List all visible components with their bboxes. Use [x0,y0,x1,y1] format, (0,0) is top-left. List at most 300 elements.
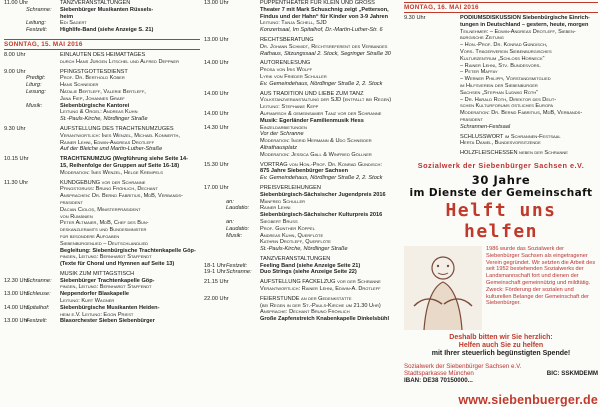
entry-time [4,109,26,116]
entry-label [226,152,260,159]
entry-text: AUTORENLESUNG [260,60,311,67]
entry-label [226,138,260,145]
program-entry [204,81,400,88]
ad-foot-bic: BIC: SSKMDEMM [546,369,598,377]
entry-text: PFINGSTGOTTESDIENST [60,68,128,75]
entry-text: Siebenbürgische Musikanten Heiden- [60,304,160,311]
entry-time: 22.00 Uhr [204,295,229,302]
entry-text: Natalie Bertleff, Valerie Bertleff, [60,88,146,95]
entry-label [226,74,260,81]
program-entry [204,233,400,240]
entry-text: TRACHTENUMZUG (Wegführung siehe Seite 14- [60,156,188,163]
entry-label [426,83,460,90]
entry-label [426,49,460,56]
program-entry [204,111,400,118]
entry-label: Lesung: [26,88,46,95]
program-entry [404,63,598,70]
program-entry [4,186,200,193]
entry-time [204,226,226,233]
entry-text: Kulturzentrum „Schloss Horneck“ [460,55,545,62]
entry-text: RECHTSBERATUNG [260,36,314,43]
entry-text: Edi Sagert [60,20,87,27]
ad-bank-details [404,363,598,385]
entry-label: Schranne: [26,277,52,284]
entry-label: Schranne: [226,269,252,276]
entry-label [226,0,260,7]
entry-text: Manfred Schuller [260,198,306,205]
entry-time: 14.00 Uhr [204,60,229,67]
program-entry [4,241,200,248]
program-entry [404,90,598,97]
entry-text: PODIUMSDISKUSSION Siebenbürgische Einrich- [460,15,590,21]
entry-label [226,67,260,74]
entry-label: Predigt: [26,75,46,82]
entry-text: St.-Pauls-Kirche, Nördlinger Straße [260,246,348,253]
entry-time [404,22,426,29]
entry-text: TANZVERANSTALTUNGEN [60,0,131,6]
entry-time [204,212,226,219]
entry-text: Prof. Günther Köppel [260,225,315,232]
entry-time: 9.30 Uhr [404,15,426,21]
entry-text: Dr. Johann Schmidt, Rechtsreferent des Verbandes [260,43,388,50]
entry-label [26,298,60,305]
entry-text: Siebenbürgische Kantorei [60,102,130,109]
entry-label [226,192,260,199]
entry-time [404,35,426,42]
entry-text: pingen, Leitung: Bernhardt Staffendt [60,254,152,261]
entry-time [4,103,26,110]
program-entry [204,316,400,323]
entry-time [404,117,426,124]
entry-text: Musik: Egerländer Familienmusik Hess [260,117,364,124]
program-entry [4,27,200,34]
entry-text: Moderation: Jessica Gall & Winfried Göllner [260,151,372,158]
program-entry [204,14,400,21]
entry-label [26,116,60,123]
entry-label [426,29,460,36]
program-entry [4,109,200,116]
entry-text: Altrathausplatz [260,144,298,151]
program-entry [4,140,200,147]
program-entry [4,0,200,7]
entry-label: Spitalhof: [26,304,50,311]
entry-label: Festzelt: [26,318,48,325]
entry-time [4,7,26,14]
program-entry [204,131,400,138]
entry-label [226,316,260,323]
entry-label: Schranne: [26,6,52,13]
program-entry [4,298,200,305]
entry-text: Prosa von Iris Wolff [260,67,313,74]
entry-label: Schleuse: [26,291,51,298]
entry-time [4,89,26,96]
program-entry [204,118,400,125]
entry-time: 11.30 Uhr [4,179,29,186]
entry-label: an: [226,218,234,225]
program-entry [4,170,200,177]
program-entry [204,44,400,51]
entry-time [4,27,26,34]
ad-org-name: Sozialwerk der Siebenbürger Sachsen e.V. [417,160,585,170]
entry-text: FEIERSTUNDE an der Gedenkstätte [260,295,352,302]
program-entry [204,125,400,132]
entry-label [426,22,460,29]
entry-time [404,124,426,131]
program-entry [4,318,200,325]
program-entry [204,192,400,199]
entry-time [404,42,426,49]
entry-text: AUFSTELLUNG DES TRACHTENUMZUGES [60,125,174,132]
entry-text: pingen, Leitung: Bernhardt Staffendt [60,284,152,291]
entry-text: Dacian Cioloș, Ministerpräsident [60,206,141,213]
entry-time [4,193,26,200]
ad-appeal-line-2: Helfen auch Sie zu helfen [458,342,544,350]
entry-time [204,152,226,159]
entry-label [26,156,60,163]
program-entry [4,156,200,163]
entry-time [204,74,226,81]
entry-time: 14.00 Uhr [4,304,29,311]
entry-text: Rainer Lehni [260,205,291,212]
ad-foot-bank: Stadtsparkasse München [404,369,474,377]
program-entry [4,305,200,312]
entry-time: 11.00 Uhr [4,0,29,6]
entry-text: St.-Pauls-Kirche, Nördlinger Straße [60,116,148,123]
entry-text: MUSIK ZUM MITTAGSTISCH [60,270,135,277]
entry-label [226,131,260,138]
entry-time [204,131,226,138]
program-entry [204,286,400,293]
entry-text: durch Hans Jürgen Litschel und Alfred Deppner [60,58,179,65]
entry-time [4,214,26,221]
entry-text: Theater 7 mit Mark Schuschnig zeigt „Petterson, [260,6,389,13]
program-entry [4,291,200,298]
entry-label [26,69,60,76]
ad-slogan: Helft uns helfen [445,199,557,242]
entry-text: Siebenbürger Musikanten Rüssels- [60,6,154,13]
entry-time: 13.00 Uhr [204,0,229,6]
entry-text: heim [60,13,74,20]
entry-time [4,234,26,241]
entry-time [204,192,226,199]
entry-time: 14.00 Uhr [204,110,229,117]
program-entry [404,83,598,90]
entry-time [404,103,426,110]
entry-text: Rathaus, Sitzungssaal 2. Stock, Segringer Straße 30 [260,50,391,57]
entry-label [426,134,460,141]
entry-label [226,37,260,44]
entry-label [26,241,60,248]
entry-time: 9.30 Uhr [4,125,26,132]
entry-time [204,7,226,14]
program-entry [204,51,400,58]
entry-label [26,52,60,59]
entry-label [426,56,460,63]
entry-text: für besondere Aufgaben [60,233,120,240]
program-entry [204,303,400,310]
entry-text: Moderation: Dr. Bernd Fabritius, MdB, Verbands- [460,110,583,117]
entry-label [426,69,460,76]
program-entry [404,76,598,83]
entry-text: Leitung: Tanja Schell, SJD [260,20,327,27]
entry-text: Highlife-Band (siehe Anzeige S. 21) [60,27,154,34]
entry-text: Auf der Bleiche und Martin-Luther-Straße [60,146,163,153]
monday-program [404,2,598,157]
entry-time [404,134,426,141]
entry-label [226,27,260,34]
program-column-1 [4,0,200,407]
program-entry [204,205,400,212]
entry-time [404,49,426,56]
entry-text: – Peter Maffay [460,69,498,76]
entry-label [226,279,260,286]
program-entry [404,15,598,22]
entry-time [204,44,226,51]
entry-text: 15, Reihenfolge der Gruppen auf Seite 16-18) [60,162,180,169]
entry-label [26,163,60,170]
program-entry [4,52,200,59]
entry-time [4,170,26,177]
entry-time [4,186,26,193]
program-entry [204,145,400,152]
entry-time: 13.00 Uhr [4,291,29,298]
entry-time: 9.00 Uhr [4,68,26,75]
entry-text: KUNDGEBUNG vor der Schranne [60,179,146,186]
entry-label [426,117,460,124]
entry-time [4,261,26,268]
entry-label [426,103,460,110]
entry-label [226,286,260,293]
program-entry [404,69,598,76]
entry-label [226,111,260,118]
entry-label [26,312,60,319]
entry-text: Findus und der Hahn“ für Kinder von 3-9 Jahren [260,13,389,20]
entry-text: – Werner Philippi, Vorstandsmitglied [460,76,551,83]
entry-time: 21.15 Uhr [204,279,229,286]
entry-label [226,44,260,51]
program-entry [204,175,400,182]
program-entry [4,271,200,278]
program-entry [204,246,400,253]
entry-label [26,146,60,153]
program-entry [4,103,200,110]
entry-time [404,150,426,157]
entry-text: Ev. Gemeindehaus, Nördlinger Straße 2, 2. Stock [260,175,383,182]
program-entry [204,27,400,34]
entry-time [4,207,26,214]
entry-label: Festzelt: [226,262,248,269]
entry-text: – Dr. Harald Roth, Direktor des Deut- [460,96,557,103]
program-column-3 [404,0,598,407]
entry-label [226,168,260,175]
entry-label [226,296,260,303]
entry-text: Feeling Band (siehe Anzeige Seite 21) [260,262,361,269]
entry-label [426,76,460,83]
entry-label [26,180,60,187]
ad-story [404,246,598,330]
entry-time [4,59,26,66]
program-entry [404,103,598,110]
ad-story-text: 1986 wurde das Sozialwerk der Siebenbürger Sachsen als eingetragener Verein gegründet. Wir setzten die Arbeit des seit 1952 bestehenden Sozialwerks der Landsmannschaft fort und dienen der Gemeinschaft gemeinnützig und mildtätig. Zweck: Förderung der sozialen und kulturellen Belange der Gemeinschaft der Siebenbürger. [486,245,596,307]
entry-text: EINLÄUTEN DES HEIMATTAGES [60,51,146,58]
entry-time [4,220,26,227]
entry-time [4,146,26,153]
entry-time [4,116,26,123]
program-entry [4,163,200,170]
program-entry [4,96,200,103]
program-entry [404,97,598,104]
entry-text: Andreas Kuhn, Querflöte [260,232,324,239]
entry-time [204,233,226,240]
entry-label [226,175,260,182]
entry-label [226,162,260,169]
entry-time [4,254,26,261]
program-entry [4,200,200,207]
entry-time [404,110,426,117]
program-entry [204,239,400,246]
program-entry [404,124,598,131]
entry-time [204,316,226,323]
entry-label [26,193,60,200]
program-entry [4,69,200,76]
program-entry [204,212,400,219]
entry-time [404,63,426,70]
entry-label [226,104,260,111]
entry-text: Aufmarsch & gemeinsamer Tanz vor der Schranne [260,110,382,117]
entry-label [426,124,460,131]
entry-text: Siebenbürgenlied – Deutschlandlied [60,240,149,247]
program-entry [4,14,200,21]
entry-label [226,7,260,14]
entry-time [4,284,26,291]
entry-text: Prof. Dr. Berthold Köber [60,75,125,82]
entry-label [226,256,260,263]
entry-text: Leitung & Orgel: Andreas Kuhn [60,109,138,116]
program-entry [204,20,400,27]
entry-text: präsident [460,116,483,123]
ad-appeal-line-1: Deshalb bitten wir Sie herzlich: [449,333,553,341]
entry-time: 15.30 Uhr [204,161,229,168]
entry-time: 14.00 Uhr [204,90,229,97]
entry-text: AUFSTELLUNG FACKELZUG vor der Schranne [260,279,381,286]
program-entry [204,60,400,67]
entry-label [226,91,260,98]
entry-text: Siebenbürgisch-Sächsischer Jugendpreis 2016 [260,191,386,198]
program-entry [404,134,598,141]
entry-time [204,81,226,88]
program-entry [204,74,400,81]
entry-time [4,271,26,278]
entry-time [204,27,226,34]
entry-text: Ansprache: Dechant Bruno Fröhlich [260,309,350,316]
program-entry [4,133,200,140]
entry-label [226,14,260,21]
entry-label [426,110,460,117]
entry-text: Rainer Lehni, Edwin-Andreas Drotleff [60,139,155,146]
entry-time [404,69,426,76]
entry-time [204,14,226,21]
program-entry [4,312,200,319]
entry-label [226,185,260,192]
entry-text: (Texte für Choral und Hymnen auf Seite 13) [60,261,175,268]
entry-label [26,248,60,255]
entry-label [426,90,460,97]
entry-text: AUS TRADITION UND LIEBE ZUM TANZ [260,90,364,97]
spacer [4,34,200,37]
entry-label [26,227,60,234]
entry-label [26,14,60,21]
entry-time: 18-1 Uhr [204,262,226,269]
program-entry [4,116,200,123]
entry-text: Duo Strings (siehe Anzeige Seite 22) [260,269,357,276]
entry-text: im Hilfsverein der Siebenbürger [460,82,538,89]
entry-time [404,90,426,97]
entry-text: Konzertsaal, Im Spitalhof, Dr.-Martin-Luther-Str. 6 [260,27,383,34]
entry-label: Leitung: [26,20,46,27]
program-entry [204,97,400,104]
entry-label [26,0,60,7]
program-entry [4,207,200,214]
program-entry [204,263,400,270]
entry-time: 19-1 Uhr [204,269,226,276]
entry-time [404,83,426,90]
program-entry [204,104,400,111]
entry-label: Musik: [226,232,243,239]
entry-text: Vor der Schranne [260,131,304,138]
entry-text: VORTRAG von Hon.-Prof. Dr. Konrad Gündisch: [260,161,382,168]
entry-label [226,51,260,58]
entry-time [4,200,26,207]
entry-text: Neppendorfer Blaskapelle [60,291,130,298]
program-entry [4,59,200,66]
entry-time: 17.00 Uhr [204,184,229,191]
program-entry [204,296,400,303]
entry-label [226,81,260,88]
entry-label: Musik: [26,102,43,109]
program-entry [204,138,400,145]
program-entry [4,261,200,268]
program-entry [404,42,598,49]
entry-label [226,118,260,125]
program-entry [4,227,200,234]
entry-time [4,14,26,21]
entry-label [26,96,60,103]
program-entry [4,75,200,82]
entry-text: Ansprachen: Dr. Bernd Fabritius, MdB, Verbands- [60,193,183,200]
entry-text: Verantwortlich: Ines Wenzel, Michael Konnerth, [60,132,180,139]
site-watermark[interactable]: www.siebenbuerger.de [458,393,598,407]
entry-time [204,219,226,226]
ad-appeal-line-3: mit Ihrer steuerlich begünstigten Spende! [431,350,571,358]
entry-text: Hans Schneider [60,82,99,89]
entry-label [426,15,460,22]
entry-label [426,63,460,70]
program-entry [404,117,598,124]
entry-time [204,138,226,145]
entry-text: Siegbert Bruss [260,218,298,225]
day-heading: SONNTAG, 15. MAI 2016 [4,39,200,50]
program-entry [4,284,200,291]
entry-time [204,286,226,293]
entry-label [226,125,260,132]
entry-time [4,298,26,305]
entry-text: von Rumänien [60,213,93,220]
entry-label [26,186,60,193]
entry-time [204,145,226,152]
entry-time [204,256,226,263]
entry-label [26,271,60,278]
entry-time [4,82,26,89]
